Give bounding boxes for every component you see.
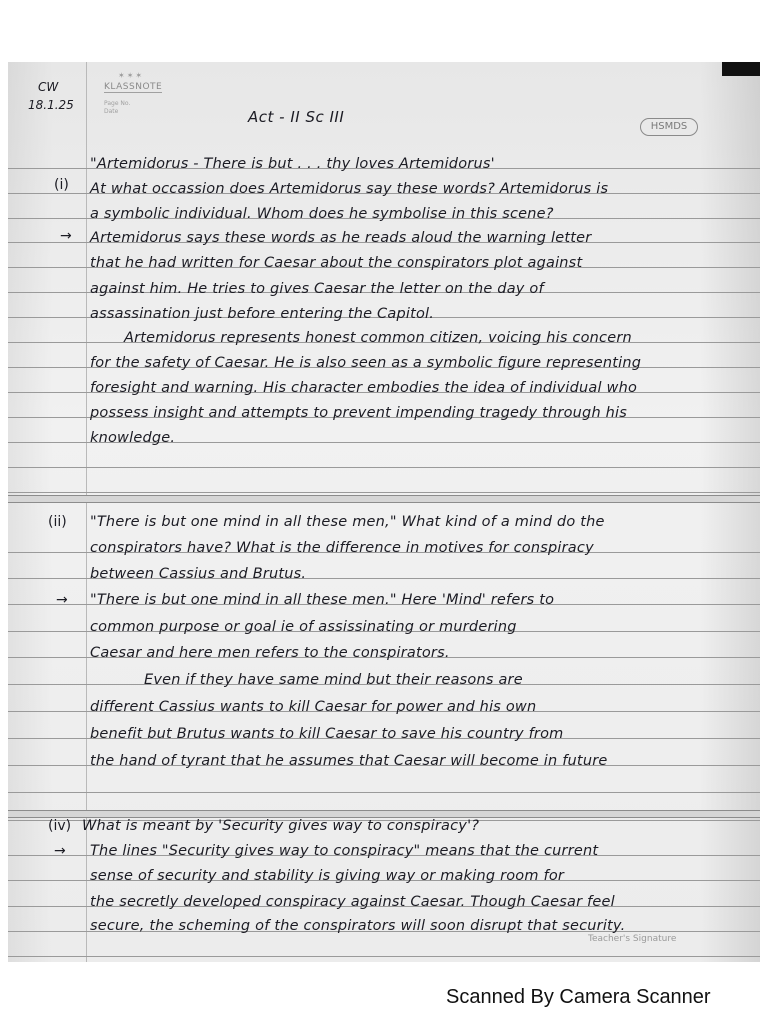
handwritten-line: Caesar and here men refers to the conspirators. — [90, 645, 450, 661]
question-number: (ii) — [48, 514, 67, 530]
handwritten-line: knowledge. — [90, 430, 176, 446]
handwritten-line: "There is but one mind in all these men." Here 'Mind' refers to — [90, 592, 555, 608]
handwritten-line: between Cassius and Brutus. — [90, 566, 307, 582]
handwritten-line: Even if they have same mind but their reasons are — [144, 672, 523, 688]
handwritten-line: At what occassion does Artemidorus say these words? Artemidorus is — [90, 181, 609, 197]
handwritten-line: What is meant by 'Security gives way to conspiracy'? — [82, 818, 480, 834]
brand-stars-icon: ✶✶✶ — [118, 71, 145, 80]
handwritten-line: Artemidorus says these words as he reads aloud the warning letter — [90, 230, 592, 246]
notebook-brand: KLASSNOTE — [104, 82, 163, 92]
ruled-line — [8, 492, 760, 493]
answer-arrow-icon: → — [60, 228, 72, 244]
ruled-line — [8, 467, 760, 468]
handwritten-line: foresight and warning. His character embodies the idea of individual who — [90, 380, 638, 396]
notebook-page — [8, 62, 760, 962]
ruled-line — [8, 792, 760, 793]
section-separator — [8, 495, 760, 503]
question-number: (iv) — [48, 818, 72, 834]
question-number: (i) — [54, 177, 69, 193]
handwritten-line: The lines "Security gives way to conspiracy" means that the current — [90, 843, 599, 859]
handwritten-line: conspirators have? What is the difference in motives for conspiracy — [90, 540, 594, 556]
handwritten-line: "Artemidorus - There is but . . . thy loves Artemidorus' — [90, 156, 495, 172]
page-no-label: Page No. — [104, 100, 131, 107]
handwritten-line: secure, the scheming of the conspirators will soon disrupt that security. — [90, 918, 626, 934]
handwritten-line: common purpose or goal ie of assissinating or murdering — [90, 619, 517, 635]
ruled-line — [8, 956, 760, 957]
handwritten-line: assassination just before entering the Capitol. — [90, 306, 435, 322]
section-separator — [8, 810, 760, 818]
handwritten-line: the hand of tyrant that he assumes that Caesar will become in future — [90, 753, 608, 769]
scanner-watermark: Scanned By Camera Scanner — [446, 986, 711, 1008]
handwritten-line: Artemidorus represents honest common citizen, voicing his concern — [124, 330, 632, 346]
answer-arrow-icon: → — [56, 592, 68, 608]
date-label: Date — [104, 108, 119, 115]
handwritten-line: a symbolic individual. Whom does he symbolise in this scene? — [90, 206, 554, 222]
page-heading: Act - II Sc III — [248, 108, 345, 126]
handwritten-line: against him. He tries to gives Caesar the letter on the day of — [90, 281, 544, 297]
school-stamp: HSMDS — [640, 118, 698, 136]
handwritten-line: "There is but one mind in all these men," What kind of a mind do the — [90, 514, 605, 530]
handwritten-line: sense of security and stability is giving way or making room for — [90, 868, 565, 884]
teacher-signature-label: Teacher's Signature — [588, 934, 677, 944]
handwritten-line: possess insight and attempts to prevent impending tragedy through his — [90, 405, 628, 421]
answer-arrow-icon: → — [54, 843, 66, 859]
handwritten-line: different Cassius wants to kill Caesar for power and his own — [90, 699, 537, 715]
handwritten-line: benefit but Brutus wants to kill Caesar to save his country from — [90, 726, 564, 742]
handwritten-line: for the safety of Caesar. He is also seen as a symbolic figure representing — [90, 355, 642, 371]
handwritten-line: that he had written for Caesar about the conspirators plot against — [90, 255, 583, 271]
notebook-brand-fields — [104, 100, 130, 116]
handwritten-line: the secretly developed conspiracy against Caesar. Though Caesar feel — [90, 894, 615, 910]
date-top: CW — [38, 80, 59, 94]
date-bottom: 18.1.25 — [28, 98, 74, 112]
